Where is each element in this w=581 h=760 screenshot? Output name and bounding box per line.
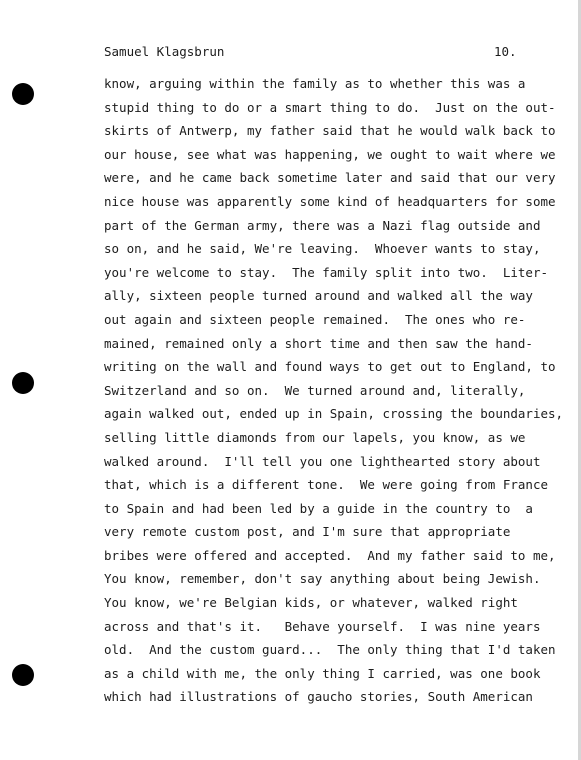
text-line: skirts of Antwerp, my father said that he would walk back to — [104, 123, 556, 139]
page-number: 10. — [494, 44, 517, 59]
text-line: to Spain and had been led by a guide in the country to a — [104, 500, 533, 516]
text-line: old. And the custom guard... The only thing that I'd taken — [104, 642, 556, 658]
text-line: stupid thing to do or a smart thing to do. Just on the out- — [104, 99, 556, 115]
text-line: which had illustrations of gaucho stories, South American — [104, 689, 533, 705]
text-line: part of the German army, there was a Nazi flag outside and — [104, 217, 541, 233]
text-line: bribes were offered and accepted. And my father said to me, — [104, 547, 556, 563]
text-line: were, and he came back sometime later and said that our very — [104, 170, 556, 186]
text-line: again walked out, ended up in Spain, crossing the boundaries, — [104, 406, 564, 422]
text-line: Switzerland and so on. We turned around and, literally, — [104, 382, 526, 398]
binder-hole-top — [12, 83, 34, 105]
text-line: you're welcome to stay. The family split into two. Liter- — [104, 264, 549, 280]
text-line: writing on the wall and found ways to get out to England, to — [104, 359, 556, 375]
text-line: know, arguing within the family as to whether this was a — [104, 76, 526, 91]
text-line: nice house was apparently some kind of headquarters for some — [104, 193, 556, 209]
text-line: so on, and he said, We're leaving. Whoever wants to stay, — [104, 241, 541, 257]
binder-hole-middle — [12, 372, 34, 394]
text-line: that, which is a different tone. We were going from France — [104, 477, 549, 493]
transcript-body — [104, 72, 564, 709]
text-line: out again and sixteen people remained. The ones who re- — [104, 311, 526, 327]
text-line: walked around. I'll tell you one lighthearted story about — [104, 453, 541, 469]
text-line: ally, sixteen people turned around and walked all the way — [104, 288, 533, 304]
text-line: as a child with me, the only thing I carried, was one book — [104, 665, 541, 681]
running-header-name: Samuel Klagsbrun — [104, 44, 225, 59]
text-line: You know, remember, don't say anything about being Jewish. — [104, 571, 541, 587]
text-line: our house, see what was happening, we ought to wait where we — [104, 146, 556, 162]
text-line: selling little diamonds from our lapels, you know, as we — [104, 429, 526, 445]
binder-hole-bottom — [12, 664, 34, 686]
text-line: very remote custom post, and I'm sure that appropriate — [104, 524, 511, 540]
text-line: You know, we're Belgian kids, or whatever, walked right — [104, 595, 518, 611]
text-line: mained, remained only a short time and then saw the hand- — [104, 335, 533, 351]
text-line: across and that's it. Behave yourself. I was nine years — [104, 618, 541, 634]
